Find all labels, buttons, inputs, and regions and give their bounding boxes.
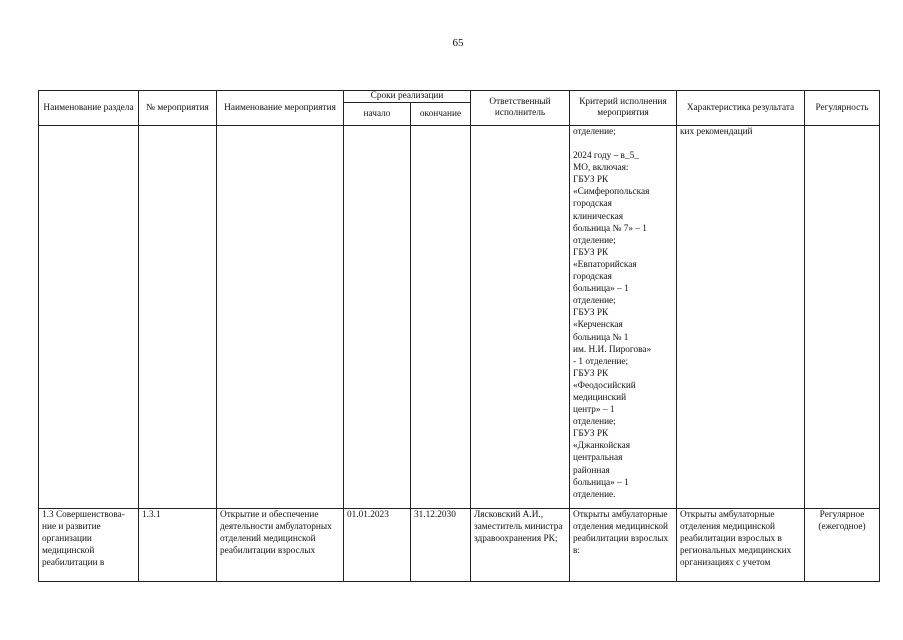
- criterion-line: им. Н.И. Пирогова»: [573, 344, 652, 355]
- plan-table: [38, 90, 880, 582]
- criterion-line: МО, включая:: [573, 163, 629, 174]
- cell-empty: [471, 126, 570, 509]
- table-row-1-3: [39, 509, 880, 582]
- header-event-name: Наименование мероприятия: [217, 91, 344, 126]
- page-number: 65: [452, 37, 464, 49]
- header-event-no: № мероприятия: [139, 91, 217, 126]
- criterion-line: 2024 году – в_5_: [573, 151, 639, 162]
- criterion-line: отделение;: [573, 127, 616, 137]
- cell-responsible: Лясковский А.И., заместитель министра здравоохранения РК;: [471, 509, 570, 582]
- header-start: начало: [344, 103, 411, 126]
- header-responsible: Ответственный исполнитель: [471, 91, 570, 126]
- cell-result: Открыты амбулаторные отделения медицинской реабилитации взрослых в региональных медицинских организациях с учетом: [677, 509, 805, 582]
- header-section-name: Наименование раздела: [39, 91, 139, 126]
- criterion-line: ГБУЗ РК: [573, 429, 609, 440]
- criterion-line: центр» – 1: [573, 405, 615, 416]
- criterion-line: отделение;: [573, 296, 616, 307]
- criterion-line: отделение;: [573, 235, 616, 246]
- cell-result-continued: ких рекомендаций: [677, 126, 805, 509]
- criterion-line: городская: [573, 199, 612, 210]
- header-regularity: Регулярность: [805, 91, 880, 126]
- cell-empty: [217, 126, 344, 509]
- header-result: Характеристика результата: [677, 91, 805, 126]
- criterion-line: ГБУЗ РК: [573, 247, 609, 258]
- criterion-blank-line: [573, 138, 673, 150]
- table-row-continuation: [39, 126, 880, 509]
- criterion-line: клиническая: [573, 211, 624, 222]
- criterion-line: районная: [573, 465, 610, 476]
- cell-criterion-continued: [570, 126, 677, 509]
- criterion-line: отделение.: [573, 489, 616, 500]
- criterion-line: «Керченская: [573, 320, 623, 331]
- cell-end-date: 31.12.2030: [411, 509, 471, 582]
- criterion-lines: [573, 126, 673, 501]
- header-criterion: Критерий исполнения мероприятия: [570, 91, 677, 126]
- criterion-line: больница» – 1: [573, 477, 629, 488]
- cell-regularity: Регулярное (ежегодное): [805, 509, 880, 582]
- criterion-line: «Джанкойская: [573, 441, 631, 452]
- header-end: окончание: [411, 103, 471, 126]
- criterion-line: ГБУЗ РК: [573, 308, 609, 319]
- criterion-line: «Евпаторийская: [573, 259, 637, 270]
- criterion-line: ГБУЗ РК: [573, 175, 609, 186]
- cell-empty: [39, 126, 139, 509]
- cell-section-1-3: 1.3 Совершенствова-ние и развитие организации медицинской реабилитации в: [39, 509, 139, 582]
- criterion-line: «Симферопольская: [573, 187, 650, 198]
- criterion-line: больница № 7» – 1: [573, 223, 647, 234]
- cell-criterion: Открыты амбулаторные отделения медицинской реабилитации взрослых в:: [570, 509, 677, 582]
- criterion-line: медицинский: [573, 392, 627, 403]
- cell-empty: [139, 126, 217, 509]
- cell-start-date: 01.01.2023: [344, 509, 411, 582]
- header-deadlines: Сроки реализации: [344, 91, 471, 103]
- criterion-line: ГБУЗ РК: [573, 368, 609, 379]
- criterion-line: больница» – 1: [573, 284, 629, 295]
- cell-event-no: 1.3.1: [139, 509, 217, 582]
- criterion-line: центральная: [573, 453, 623, 464]
- cell-empty: [411, 126, 471, 509]
- criterion-line: - 1 отделение;: [573, 356, 629, 367]
- criterion-line: больница № 1: [573, 332, 629, 343]
- criterion-line: отделение;: [573, 417, 616, 428]
- cell-empty: [805, 126, 880, 509]
- criterion-line: городская: [573, 272, 612, 283]
- cell-empty: [344, 126, 411, 509]
- criterion-line: «Феодосийский: [573, 380, 636, 391]
- cell-event-name: Открытие и обеспечение деятельности амбулаторных отделений медицинской реабилитации взрослых: [217, 509, 344, 582]
